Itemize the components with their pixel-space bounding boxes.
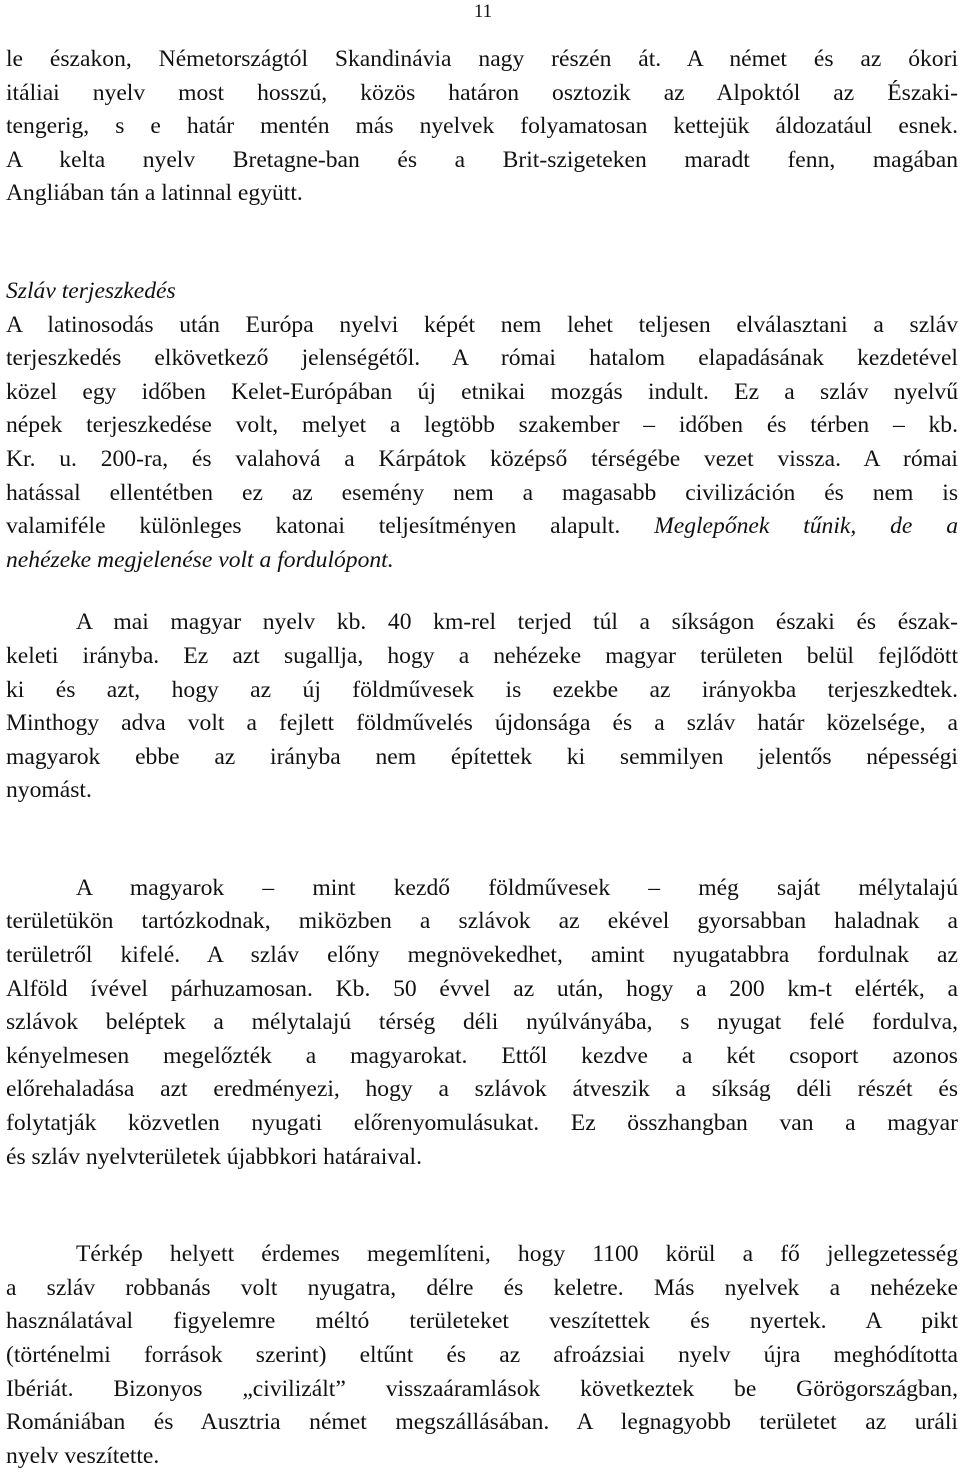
section-heading: Szláv terjeszkedés <box>6 277 176 304</box>
emphasis-text: nehézeke megjelenése volt a fordulópont. <box>6 546 394 573</box>
text-line: Minthogy adva volt a fejlett földművelés újdonsága és a szláv határ közelsége, a <box>6 710 958 737</box>
text-line: népek terjeszkedése volt, melyet a legtöbb szakember – időben és térben – kb. <box>6 412 958 439</box>
text-line: Ibériát. Bizonyos „civilizált” visszaáramlások következtek be Görögországban, <box>6 1375 958 1402</box>
text-line: A mai magyar nyelv kb. 40 km-rel terjed túl a síkságon északi és észak- <box>76 609 958 636</box>
text-line: Kr. u. 200-ra, és valahová a Kárpátok középső térségébe vezet vissza. A római <box>6 445 958 472</box>
text-line: közel egy időben Kelet-Európában új etnikai mozgás indult. Ez a szláv nyelvű <box>6 378 958 405</box>
text-line: nyomást. <box>6 777 92 804</box>
text-line: le északon, Németországtól Skandinávia nagy részén át. A német és az ókori <box>6 46 958 72</box>
text-line: itáliai nyelv most hosszú, közös határon osztozik az Alpoktól az Északi- <box>6 79 958 106</box>
text-line: A magyarok – mint kezdő földművesek – még saját mélytalajú <box>76 874 958 901</box>
text-line: a szláv robbanás volt nyugatra, délre és keletre. Más nyelvek a nehézeke <box>6 1274 958 1301</box>
page-body <box>6 43 958 1473</box>
text-span: valamiféle különleges katonai teljesítményen alapult. <box>6 513 655 540</box>
emphasis-text: Meglepőnek tűnik, de a <box>654 513 958 540</box>
text-line: Alföld ívével párhuzamosan. Kb. 50 évvel az után, hogy a 200 km-t elérték, a <box>6 975 958 1002</box>
text-line: területről kifelé. A szláv előny megnövekedhet, amint nyugatabbra fordulnak az <box>6 942 958 969</box>
text-line: (történelmi források szerint) eltűnt és az afroázsiai nyelv újra meghódította <box>6 1342 958 1368</box>
text-line: keleti irányba. Ez azt sugallja, hogy a nehézeke magyar területen belül fejlődött <box>6 642 958 669</box>
paragraph-hungarian-language <box>6 606 958 808</box>
text-line: Angliában tán a latinnal együtt. <box>6 180 303 207</box>
text-line: szlávok beléptek a mélytalajú térség déli nyúlványába, s nyugat felé fordulva, <box>6 1009 958 1036</box>
text-line: előrehaladása azt eredményezi, hogy a szlávok átveszik a síkság déli részét és <box>6 1076 958 1103</box>
text-line: terjeszkedés elkövetkező jelenségétől. A római hatalom elapadásának kezdetével <box>6 345 958 372</box>
text-line: használatával figyelemre méltó területeket veszítettek és nyertek. A pikt <box>6 1308 958 1335</box>
text-line: folytatják közvetlen nyugati előrenyomulásukat. Ez összhangban van a magyar <box>6 1110 958 1137</box>
paragraph-slavic-explosion <box>6 1238 958 1473</box>
text-line: nyelv veszítette. <box>6 1442 160 1469</box>
text-line: területükön tartózkodnak, miközben a szlávok az ekével gyorsabban haladnak a <box>6 908 958 935</box>
text-line: tengerig, s e határ mentén más nyelvek folyamatosan kettejük áldozatául esnek. <box>6 113 958 140</box>
text-line: és szláv nyelvterületek újabbkori határaival. <box>6 1143 423 1170</box>
text-line: Romániában és Ausztria német megszállásában. A legnagyobb területet az uráli <box>6 1409 958 1436</box>
text-line: Térkép helyett érdemes megemlíteni, hogy 1100 körül a fő jellegzetesség <box>76 1241 958 1268</box>
paragraph-slavic-expansion <box>6 309 958 578</box>
text-line <box>6 510 958 544</box>
text-line: hatással ellentétben ez az esemény nem a magasabb civilizáción és nem is <box>6 479 958 506</box>
section-heading-block <box>6 275 958 309</box>
paragraph-hungarian-farmers <box>6 872 958 1174</box>
page-number: 11 <box>473 1 493 22</box>
text-line: magyarok ebbe az irányba nem építettek ki semmilyen jelentős népességi <box>6 743 958 770</box>
text-line: A latinosodás után Európa nyelvi képét nem lehet teljesen elválasztani a szláv <box>6 311 958 338</box>
text-line: ki és azt, hogy az új földművesek is ezekbe az irányokba terjeszkedtek. <box>6 676 958 703</box>
paragraph-celtic-germanic <box>6 43 958 211</box>
text-line: kényelmesen megelőzték a magyarokat. Ettől kezdve a két csoport azonos <box>6 1042 958 1069</box>
text-line: A kelta nyelv Bretagne-ban és a Brit-szigeteken maradt fenn, magában <box>6 146 958 173</box>
